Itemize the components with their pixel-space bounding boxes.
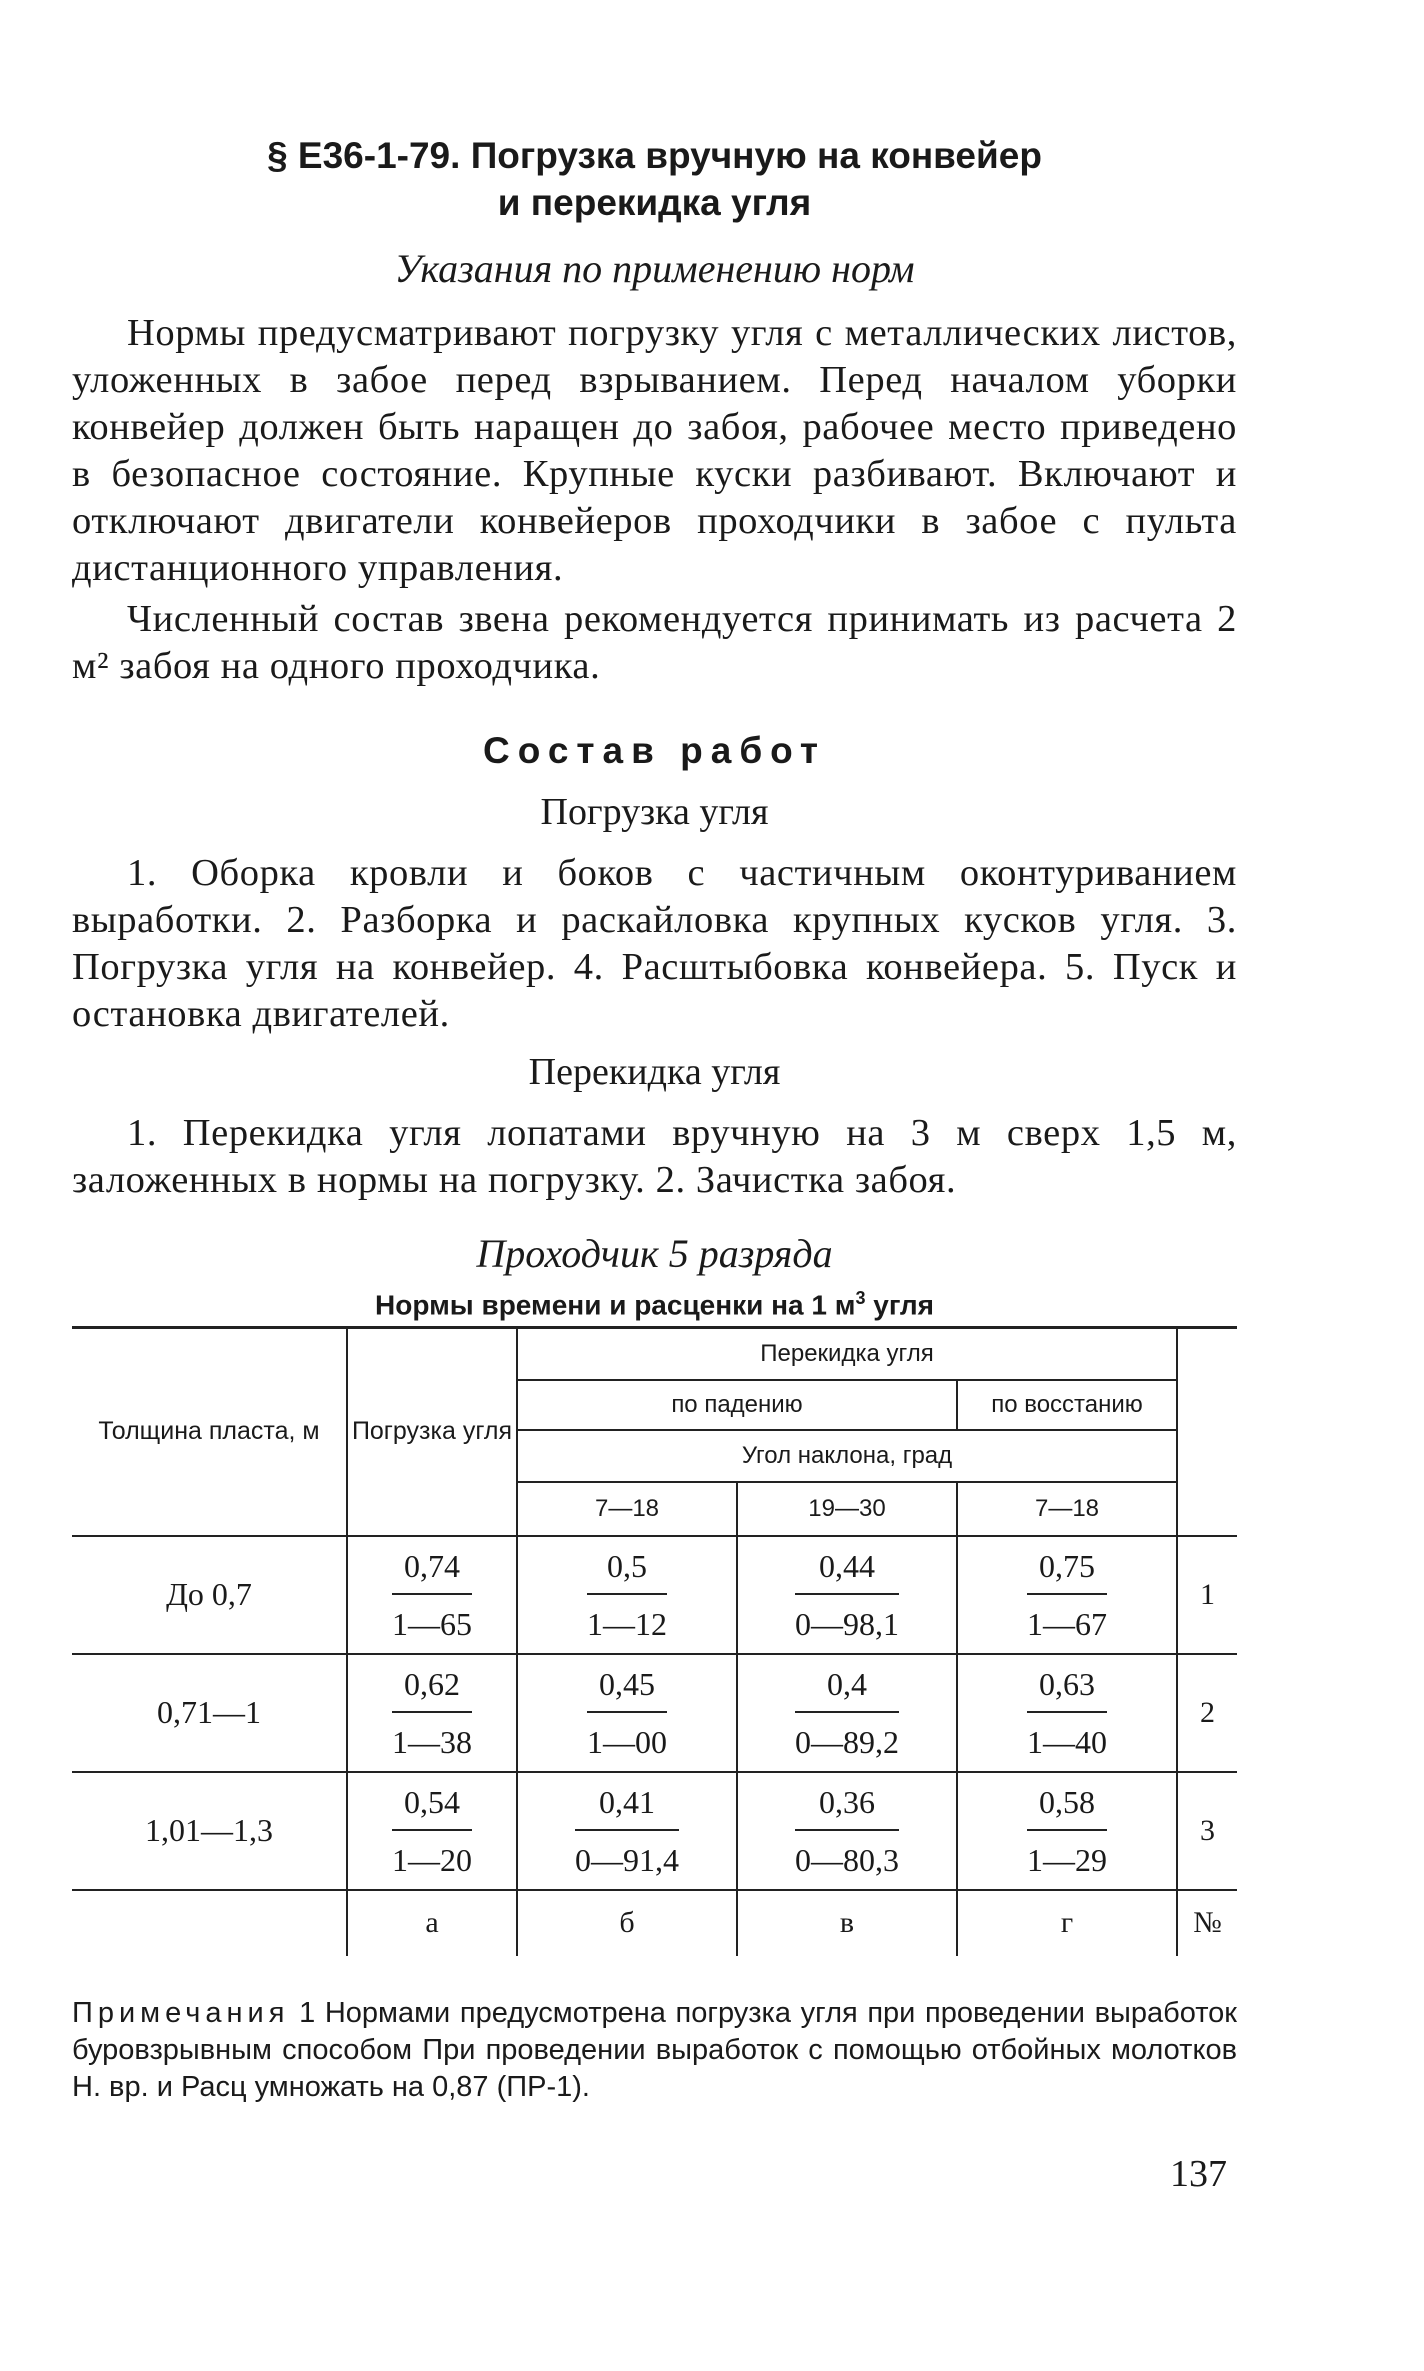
number-sign: № bbox=[1177, 1890, 1237, 1956]
norm-rate: 1—20 bbox=[392, 1841, 472, 1878]
row-label: До 0,7 bbox=[72, 1536, 347, 1654]
norm-rate: 0—89,2 bbox=[795, 1723, 899, 1760]
table-caption bbox=[72, 1288, 1237, 1321]
transfer-heading: Перекидка угля bbox=[528, 1051, 781, 1093]
column-letter: в bbox=[737, 1890, 957, 1956]
section-title bbox=[72, 132, 1237, 226]
norm-time: 0,44 bbox=[795, 1541, 899, 1595]
header-loading: Погрузка угля bbox=[347, 1328, 517, 1536]
norm-cell bbox=[957, 1654, 1177, 1772]
norm-cell bbox=[517, 1654, 737, 1772]
norm-cell bbox=[517, 1772, 737, 1890]
norm-time: 0,5 bbox=[587, 1541, 667, 1595]
section-title-line2: и перекидка угля bbox=[497, 182, 812, 223]
instructions-subtitle: Указания по применению норм bbox=[394, 246, 915, 291]
loading-text: 1. Оборка кровли и боков с частичным оконтуриванием выработки. 2. Разборка и раскайловка крупных кусков угля. 3. Погрузка угля на конвейер. 4. Расштыбовка конвейера. 5. Пуск и остановка двигателей. bbox=[72, 852, 1237, 1035]
table-row bbox=[72, 1772, 1237, 1890]
column-letter: г bbox=[957, 1890, 1177, 1956]
table-caption-sup: 3 bbox=[855, 1288, 866, 1308]
norm-rate: 1—12 bbox=[587, 1605, 667, 1642]
norm-cell bbox=[957, 1772, 1177, 1890]
worker-grade: Проходчик 5 разряда bbox=[476, 1231, 833, 1276]
norm-rate: 0—80,3 bbox=[795, 1841, 899, 1878]
norm-time: 0,63 bbox=[1027, 1659, 1107, 1713]
column-index-blank bbox=[72, 1890, 347, 1956]
transfer-text: 1. Перекидка угля лопатами вручную на 3 м сверх 1,5 м, заложенных в нормы на погрузку. 2. Зачистка забоя. bbox=[72, 1112, 1237, 1201]
norm-rate: 1—38 bbox=[392, 1723, 472, 1760]
header-thickness: Толщина пласта, м bbox=[72, 1328, 347, 1536]
norm-rate: 1—65 bbox=[392, 1605, 472, 1642]
row-label: 0,71—1 bbox=[72, 1654, 347, 1772]
header-angle-range-1: 7—18 bbox=[517, 1482, 737, 1536]
row-number: 3 bbox=[1177, 1772, 1237, 1890]
header-rise: по восстанию bbox=[957, 1380, 1177, 1430]
header-dip: по падению bbox=[517, 1380, 957, 1430]
row-number: 2 bbox=[1177, 1654, 1237, 1772]
norm-cell bbox=[957, 1536, 1177, 1654]
instructions-paragraph-1: Нормы предусматривают погрузку угля с металлических листов, уложенных в забое перед взрыванием. Перед началом уборки конвейер должен быть наращен до забоя, рабочее место приведено в безопасное состояние. Крупные куски разбивают. Включают и отключают двигатели конвейеров проходчики в забое с пульта дистанционного управления. bbox=[72, 312, 1237, 589]
norm-time: 0,62 bbox=[392, 1659, 472, 1713]
row-number: 1 bbox=[1177, 1536, 1237, 1654]
page-number: 137 bbox=[1170, 2153, 1227, 2195]
norm-time: 0,58 bbox=[1027, 1777, 1107, 1831]
instructions-paragraph-2: Численный состав звена рекомендуется принимать из расчета 2 м² забоя на одного проходчика. bbox=[72, 598, 1237, 687]
norm-time: 0,54 bbox=[392, 1777, 472, 1831]
norm-time: 0,45 bbox=[587, 1659, 667, 1713]
table-row bbox=[72, 1536, 1237, 1654]
loading-block bbox=[72, 850, 1237, 1038]
norm-time: 0,4 bbox=[795, 1659, 899, 1713]
norm-cell bbox=[347, 1536, 517, 1654]
transfer-block bbox=[72, 1110, 1237, 1204]
work-composition-heading: Состав работ bbox=[483, 730, 826, 771]
norm-rate: 1—67 bbox=[1027, 1605, 1108, 1642]
header-angle-range-2: 19—30 bbox=[737, 1482, 957, 1536]
norms-table bbox=[72, 1326, 1237, 1956]
column-letter: б bbox=[517, 1890, 737, 1956]
header-blank bbox=[1177, 1328, 1237, 1536]
table-row bbox=[72, 1654, 1237, 1772]
norm-rate: 0—91,4 bbox=[575, 1841, 679, 1878]
norm-cell bbox=[347, 1772, 517, 1890]
footnote-label: Примечания bbox=[72, 1997, 290, 2029]
row-label: 1,01—1,3 bbox=[72, 1772, 347, 1890]
norm-rate: 0—98,1 bbox=[795, 1605, 899, 1642]
norm-time: 0,74 bbox=[392, 1541, 472, 1595]
norm-rate: 1—29 bbox=[1027, 1841, 1108, 1878]
norm-time: 0,41 bbox=[575, 1777, 679, 1831]
norm-rate: 1—00 bbox=[587, 1723, 667, 1760]
norm-cell bbox=[347, 1654, 517, 1772]
table-caption-text: Нормы времени и расценки на 1 м bbox=[375, 1289, 856, 1321]
section-title-line1: § Е36-1-79. Погрузка вручную на конвейер bbox=[267, 135, 1042, 176]
footnote bbox=[72, 1995, 1237, 2106]
norm-cell bbox=[737, 1654, 957, 1772]
norm-cell bbox=[737, 1772, 957, 1890]
norm-cell bbox=[517, 1536, 737, 1654]
column-letter: а bbox=[347, 1890, 517, 1956]
header-angle-range-3: 7—18 bbox=[957, 1482, 1177, 1536]
norm-rate: 1—40 bbox=[1027, 1723, 1108, 1760]
header-transfer: Перекидка угля bbox=[517, 1328, 1177, 1380]
norm-time: 0,75 bbox=[1027, 1541, 1107, 1595]
loading-heading: Погрузка угля bbox=[540, 791, 769, 833]
instructions-block bbox=[72, 310, 1237, 690]
norm-cell bbox=[737, 1536, 957, 1654]
footnote-text: 1 Нормами предусмотрена погрузка угля при проведении выработок буровзрывным способом При проведении выработок с помощью отбойных молотков Н. вр. и Расц умножать на 0,87 (ПР-1). bbox=[72, 1997, 1237, 2103]
table-caption-tail: угля bbox=[865, 1289, 934, 1321]
column-index-row bbox=[72, 1890, 1237, 1956]
header-angle: Угол наклона, град bbox=[517, 1430, 1177, 1482]
norm-time: 0,36 bbox=[795, 1777, 899, 1831]
